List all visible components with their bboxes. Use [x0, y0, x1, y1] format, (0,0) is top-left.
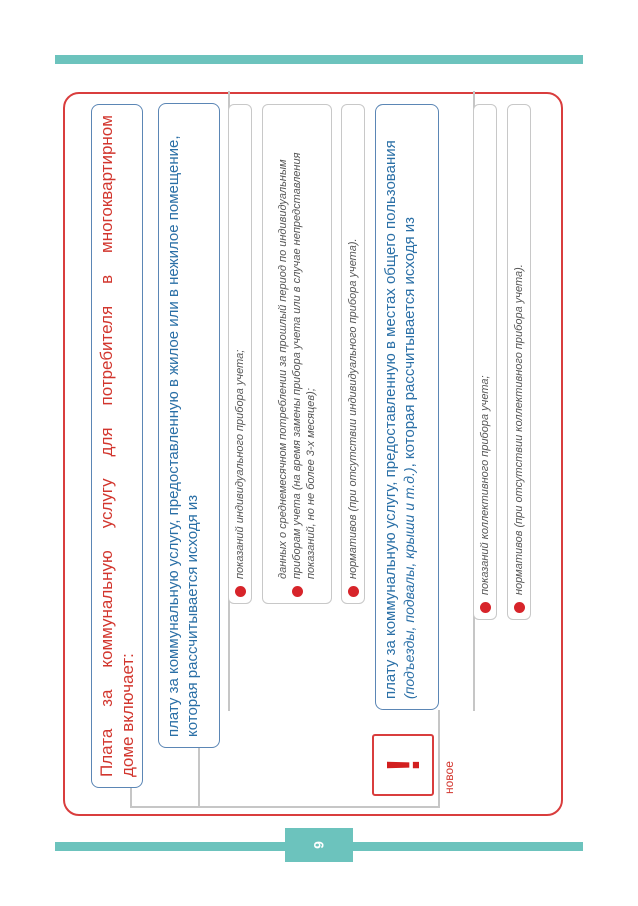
- section2-item-2: [507, 104, 531, 620]
- connector-section1: [198, 748, 200, 808]
- bottom-teal-bar-left: [55, 842, 287, 851]
- title-word: Плата: [97, 728, 116, 777]
- title-word: потребителя: [97, 305, 116, 406]
- title-box: [91, 104, 143, 788]
- connector-section2: [438, 710, 440, 808]
- new-badge-box: [372, 734, 434, 796]
- title-line-1: [96, 115, 117, 777]
- title-word: для: [97, 427, 116, 457]
- title-word: многоквартирном: [97, 115, 116, 253]
- new-label: новое: [442, 761, 456, 794]
- item-text: нормативов (при отсутствии коллективного прибора учета).: [513, 264, 525, 595]
- item-text: показаний индивидуального прибора учета;: [234, 349, 246, 579]
- page-number: 6: [310, 841, 327, 849]
- title-word: коммунальную: [97, 550, 116, 668]
- title-word: услугу: [97, 478, 116, 529]
- section2-item-1: [473, 104, 497, 620]
- item-text: показаний коллективного прибора учета;: [479, 375, 491, 595]
- connector-title: [130, 788, 132, 808]
- bullet-icon: [480, 602, 491, 613]
- item-text: данных о среднемесячном потреблении за прошлый период по индивидуальным приборам учета (на время замены прибора учета или в случае непредставления показаний, но не более 3-х месяцев);: [277, 152, 317, 579]
- section2-heading-box: [375, 104, 439, 710]
- section1-heading-box: [158, 103, 220, 748]
- title-line-2: доме включает:: [118, 653, 137, 777]
- section2-heading-part2: , которая рассчитывается исходя из: [401, 216, 418, 468]
- section2-heading-part1: плату за коммунальную услугу, предоставленную в местах общего пользования: [382, 140, 399, 699]
- section1-item-1: [228, 104, 252, 604]
- section1-item-2: [262, 104, 332, 604]
- bullet-icon: [292, 586, 303, 597]
- item-text: нормативов (при отсутствии индивидуального прибора учета).: [347, 238, 359, 579]
- section1-heading: плату за коммунальную услугу, предоставленную в жилое или в нежилое помещение, которая рассчитывается исходя из: [165, 135, 201, 737]
- exclamation-icon: !: [377, 757, 429, 773]
- bullet-icon: [514, 602, 525, 613]
- bullet-icon: [348, 586, 359, 597]
- section2-heading-italic: (подъезды, подвалы, крыши и т.д.): [401, 467, 417, 699]
- connector-vertical: [130, 806, 440, 808]
- bullet-icon: [235, 586, 246, 597]
- title-word: за: [97, 689, 116, 707]
- top-teal-bar: [55, 55, 583, 64]
- title-word: в: [97, 274, 116, 284]
- rotated-content: [63, 92, 563, 816]
- section1-item-3: [341, 104, 365, 604]
- bottom-teal-bar-right: [351, 842, 583, 851]
- page-number-badge: [285, 828, 353, 862]
